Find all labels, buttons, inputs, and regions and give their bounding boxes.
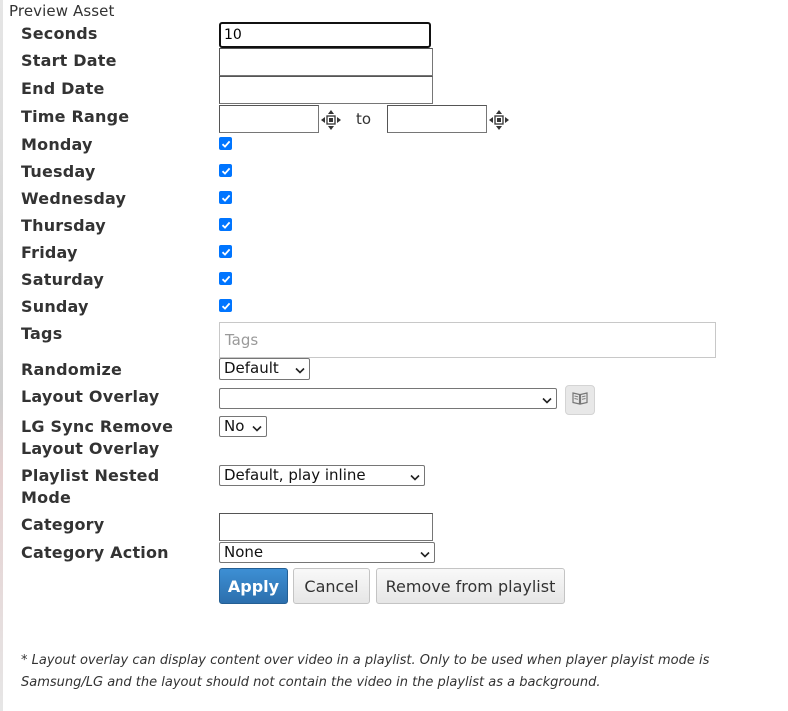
footnote [21, 650, 741, 694]
playlist-nested-mode-select[interactable] [219, 465, 425, 486]
start-date-input[interactable] [219, 48, 433, 76]
sunday-checkbox[interactable] [219, 299, 232, 312]
apply-button[interactable]: Apply [219, 568, 288, 604]
footnote-line2: Samsung/LG and the layout should not contain the video in the playlist as a background. [21, 675, 601, 690]
end-date-input[interactable] [219, 76, 433, 104]
category-input[interactable] [219, 513, 433, 541]
lg-sync-label-line2: Layout Overlay [21, 439, 160, 458]
seconds-input[interactable] [219, 22, 431, 48]
lg-sync-value: No [224, 417, 245, 435]
time-range-end-spinner-icon[interactable] [488, 109, 510, 131]
lg-sync-label-line1: LG Sync Remove [21, 417, 174, 436]
start-date-label: Start Date [21, 51, 117, 70]
layout-overlay-select[interactable] [219, 388, 557, 409]
time-range-start-input[interactable] [219, 105, 319, 133]
thursday-checkbox[interactable] [219, 218, 232, 231]
window-edge [0, 0, 3, 711]
time-range-end-input[interactable] [387, 105, 487, 133]
wednesday-checkbox[interactable] [219, 191, 232, 204]
chevron-down-icon [295, 360, 305, 379]
tags-input[interactable]: Tags [219, 322, 716, 358]
wednesday-label: Wednesday [21, 189, 127, 208]
sunday-label: Sunday [21, 297, 89, 316]
randomize-value: Default [224, 359, 279, 377]
tags-label: Tags [21, 324, 63, 343]
cancel-button[interactable]: Cancel [293, 568, 370, 604]
chevron-down-icon [542, 389, 552, 408]
time-range-separator: to [356, 110, 372, 128]
friday-label: Friday [21, 243, 78, 262]
chevron-down-icon [420, 543, 430, 562]
tuesday-checkbox[interactable] [219, 164, 232, 177]
category-action-select[interactable] [219, 542, 435, 563]
dialog-title: Preview Asset [9, 2, 115, 20]
playlist-nested-mode-value: Default, play inline [224, 466, 366, 484]
monday-checkbox[interactable] [219, 137, 232, 150]
layout-preview-button[interactable] [565, 385, 595, 415]
tuesday-label: Tuesday [21, 162, 96, 181]
category-action-value: None [224, 543, 264, 561]
book-icon [572, 390, 588, 410]
layout-overlay-label: Layout Overlay [21, 387, 160, 406]
chevron-down-icon [410, 466, 420, 485]
randomize-label: Randomize [21, 360, 123, 379]
seconds-label: Seconds [21, 24, 98, 43]
footnote-line1: * Layout overlay can display content over video in a playlist. Only to be used when player playist mode is [21, 653, 710, 668]
saturday-label: Saturday [21, 270, 105, 289]
chevron-down-icon [252, 417, 262, 436]
lg-sync-select[interactable] [219, 416, 267, 437]
end-date-label: End Date [21, 79, 105, 98]
time-range-start-spinner-icon[interactable] [320, 109, 342, 131]
thursday-label: Thursday [21, 216, 106, 235]
friday-checkbox[interactable] [219, 245, 232, 258]
saturday-checkbox[interactable] [219, 272, 232, 285]
time-range-label: Time Range [21, 107, 130, 126]
playlist-nested-label-line2: Mode [21, 488, 72, 507]
category-action-label: Category Action [21, 543, 169, 562]
randomize-select[interactable] [219, 358, 310, 380]
playlist-nested-label-line1: Playlist Nested [21, 466, 160, 485]
monday-label: Monday [21, 135, 93, 154]
category-label: Category [21, 515, 105, 534]
remove-from-playlist-button[interactable]: Remove from playlist [376, 568, 565, 604]
